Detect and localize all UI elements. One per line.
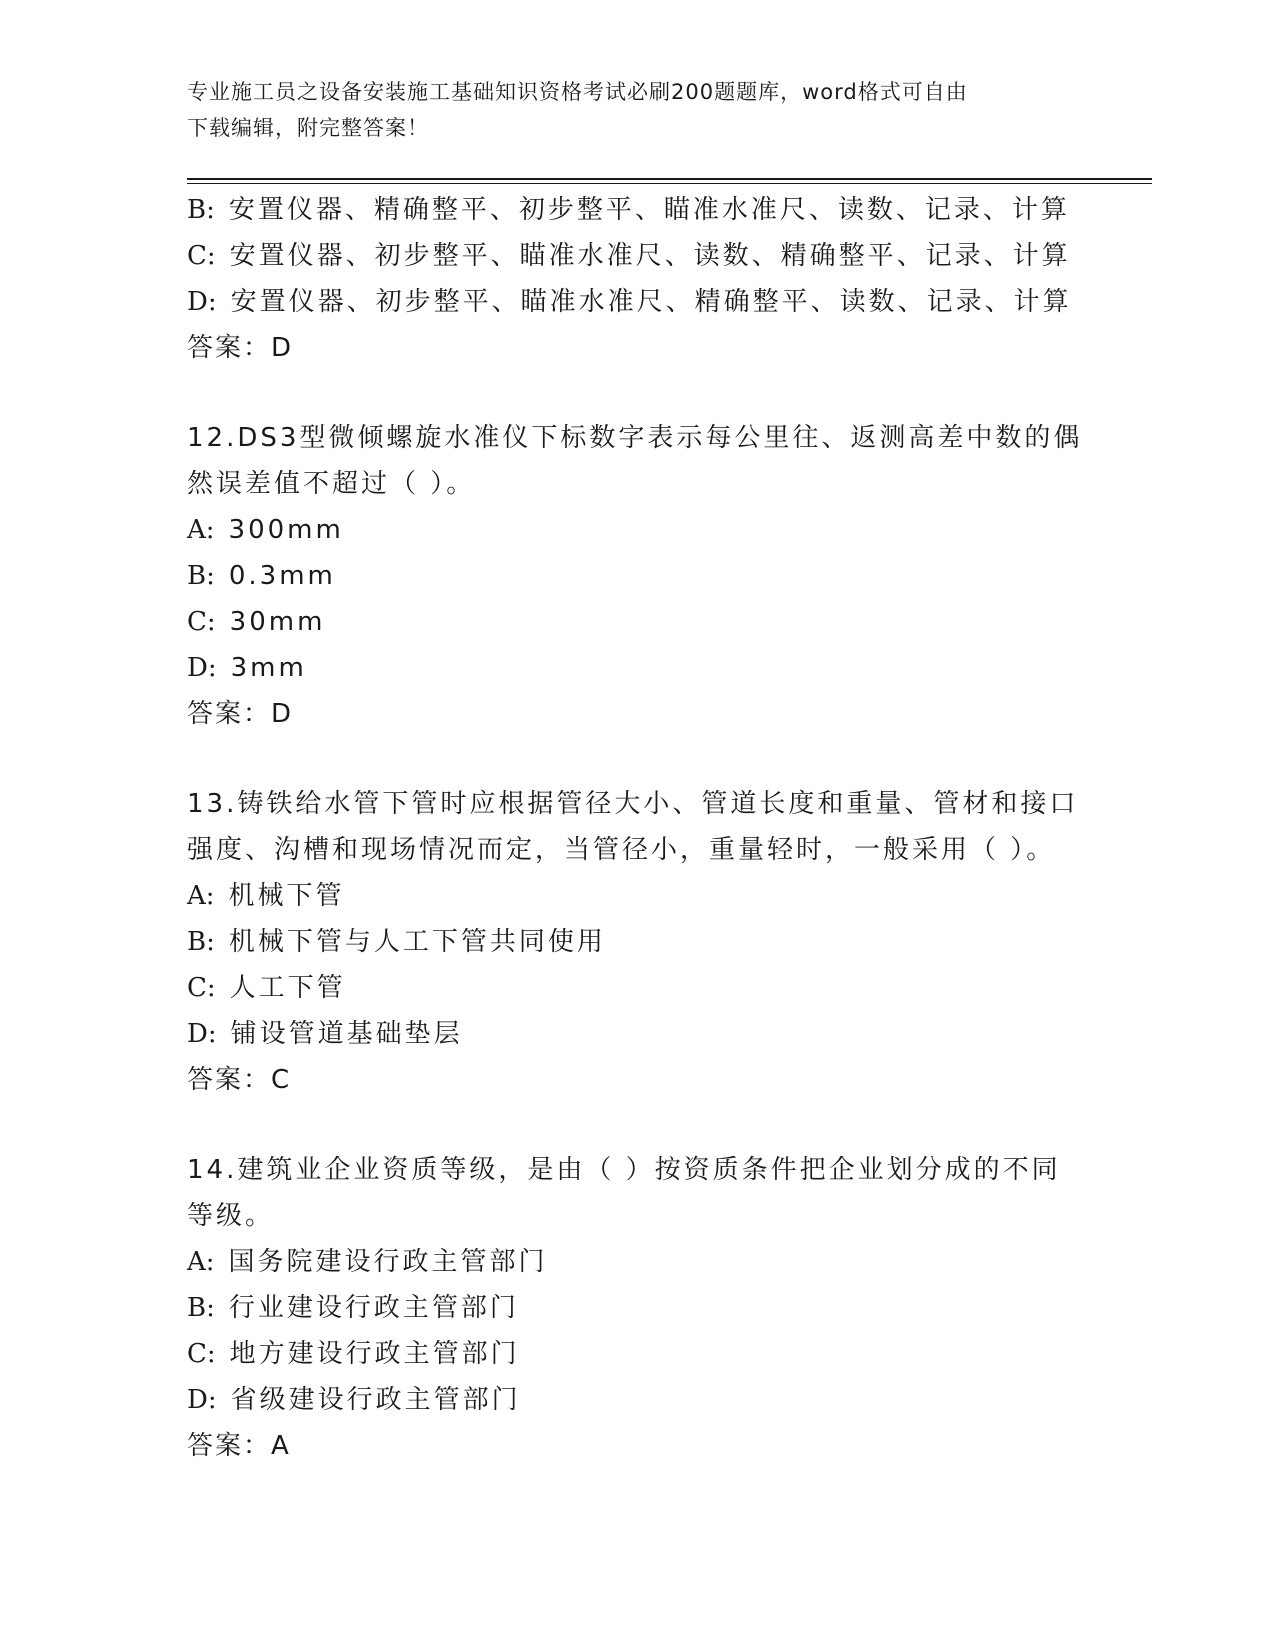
answer-line [187, 325, 1067, 371]
option-d [187, 1377, 1067, 1423]
option-b [187, 919, 1067, 965]
option-label: D: [187, 1385, 217, 1415]
option-label: D: [187, 287, 217, 317]
option-text: 人工下管 [229, 973, 346, 1003]
answer-value: C [271, 1065, 291, 1095]
option-text: 铺设管道基础垫层 [230, 1019, 463, 1049]
option-b [187, 187, 1070, 233]
option-label: B: [187, 1293, 215, 1323]
answer-label: 答案： [187, 1065, 272, 1095]
option-label: A: [187, 515, 215, 545]
question-stem-line-1: 13.铸铁给水管下管时应根据管径大小、管道长度和重量、管材和接口 [187, 789, 1079, 819]
option-a [187, 507, 1067, 553]
option-d [187, 645, 1067, 691]
option-text: 机械下管 [228, 881, 345, 911]
option-text: 省级建设行政主管部门 [230, 1385, 521, 1415]
answer-label: 答案： [187, 699, 272, 729]
option-d [187, 279, 1072, 325]
question-stem-line-2: 然误差值不超过（ ）。 [187, 469, 476, 499]
option-label: C: [187, 607, 216, 637]
option-label: B: [187, 561, 215, 591]
header-divider-thick [187, 178, 1152, 180]
option-text: 国务院建设行政主管部门 [228, 1247, 548, 1277]
question-stem-line-2: 强度、沟槽和现场情况而定，当管径小，重量轻时，一般采用（ ）。 [187, 835, 1056, 865]
option-b [187, 1285, 1067, 1331]
option-text: 3mm [230, 653, 307, 683]
option-label: B: [187, 927, 215, 957]
option-label: D: [187, 1019, 217, 1049]
question-stem-line-1: 12.DS3型微倾螺旋水准仪下标数字表示每公里往、返测高差中数的偶 [187, 423, 1083, 453]
option-d [187, 1011, 1067, 1057]
question-12 [187, 415, 1083, 737]
option-label: C: [187, 241, 216, 271]
answer-value: D [271, 699, 293, 729]
option-text: 安置仪器、初步整平、瞄准水准尺、读数、精确整平、记录、计算 [229, 241, 1071, 271]
option-b [187, 553, 1067, 599]
option-text: 地方建设行政主管部门 [229, 1339, 520, 1369]
option-label: A: [187, 881, 215, 911]
option-a [187, 873, 1067, 919]
document-header [187, 74, 1067, 146]
option-text: 行业建设行政主管部门 [228, 1293, 519, 1323]
option-text: 30mm [229, 607, 326, 637]
option-c [187, 1331, 1067, 1377]
question-content [187, 187, 1083, 1469]
option-text: 300mm [228, 515, 344, 545]
option-text: 安置仪器、精确整平、初步整平、瞄准水准尺、读数、记录、计算 [228, 195, 1070, 225]
answer-label: 答案： [187, 1431, 272, 1461]
answer-label: 答案： [187, 333, 272, 363]
option-label: C: [187, 973, 216, 1003]
option-a [187, 1239, 1067, 1285]
answer-line [187, 691, 1067, 737]
option-label: D: [187, 653, 217, 683]
option-text: 机械下管与人工下管共同使用 [228, 927, 606, 957]
question-stem-line-1: 14.建筑业企业资质等级，是由（ ）按资质条件把企业划分成的不同 [187, 1155, 1061, 1185]
option-c [187, 965, 1067, 1011]
option-text: 安置仪器、初步整平、瞄准水准尺、精确整平、读数、记录、计算 [230, 287, 1072, 317]
option-label: A: [187, 1247, 215, 1277]
answer-line [187, 1423, 1067, 1469]
header-line-1: 专业施工员之设备安装施工基础知识资格考试必刷200题题库，word格式可自由 [187, 80, 968, 104]
answer-line [187, 1057, 1067, 1103]
answer-value: D [271, 333, 293, 363]
option-label: C: [187, 1339, 216, 1369]
header-line-2: 下载编辑，附完整答案！ [187, 116, 429, 140]
option-text: 0.3mm [228, 561, 336, 591]
question-stem-line-2: 等级。 [187, 1201, 275, 1231]
option-c [187, 233, 1071, 279]
answer-value: A [271, 1431, 290, 1461]
option-label: B: [187, 195, 215, 225]
question-13 [187, 781, 1079, 1103]
option-c [187, 599, 1067, 645]
question-14 [187, 1147, 1067, 1469]
header-divider-thin [187, 183, 1152, 184]
question-11-continued [187, 187, 1072, 371]
